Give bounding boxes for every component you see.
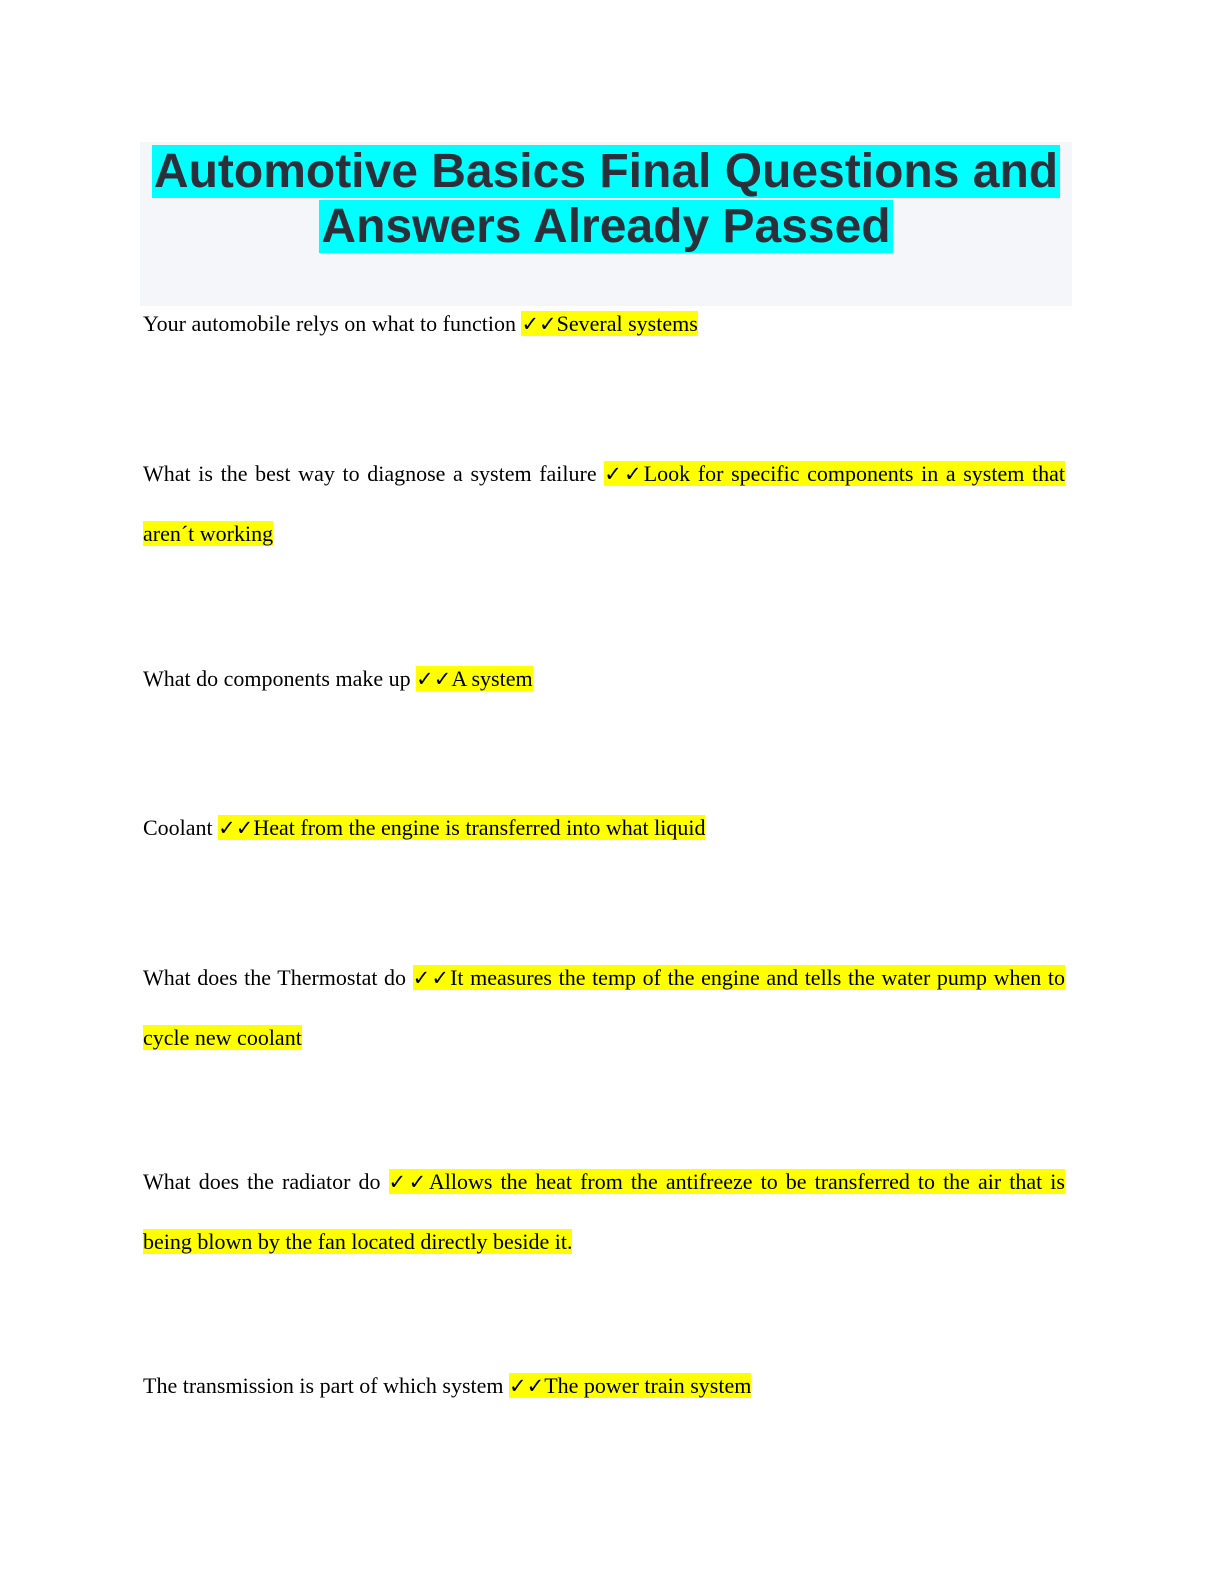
qa-item-7 [143, 1356, 1065, 1416]
answer-text: Allows the heat from the antifreeze to be transferred to the air that is being blown by the fan located directly beside it. [143, 1169, 1065, 1254]
question-text: Coolant [143, 815, 219, 840]
double-check-icon: ✓✓ [604, 462, 644, 486]
answer-text: It measures the temp of the engine and tells the water pump when to cycle new coolant [143, 965, 1065, 1050]
answer-text: Several systems [556, 311, 698, 336]
double-check-icon: ✓✓ [521, 312, 557, 336]
answer-highlight [218, 815, 705, 840]
answer-highlight [509, 1373, 751, 1398]
double-check-icon: ✓✓ [412, 966, 451, 990]
double-check-icon: ✓✓ [509, 1374, 545, 1398]
double-check-icon: ✓✓ [416, 667, 452, 691]
answer-highlight [521, 311, 697, 336]
question-text: What does the Thermostat do [143, 965, 413, 990]
qa-item-6 [143, 1152, 1065, 1271]
double-check-icon: ✓✓ [218, 816, 254, 840]
question-text: What do components make up [143, 666, 417, 691]
qa-item-1 [143, 294, 1065, 354]
title-line-2: Answers Already Passed [321, 200, 891, 253]
question-text: What does the radiator do [143, 1169, 389, 1194]
double-check-icon: ✓✓ [388, 1170, 429, 1194]
answer-text: Heat from the engine is transferred into what liquid [253, 815, 706, 840]
qa-item-2 [143, 444, 1065, 563]
question-text: Your automobile relys on what to function [143, 311, 522, 336]
qa-item-5 [143, 948, 1065, 1067]
answer-text: A system [451, 666, 533, 691]
question-text: The transmission is part of which system [143, 1373, 510, 1398]
qa-item-3 [143, 649, 1065, 709]
answer-text: Look for specific components in a system that aren´t working [143, 461, 1065, 546]
title-line-1: Automotive Basics Final Questions and [153, 145, 1059, 198]
answer-text: The power train system [544, 1373, 752, 1398]
title-box [140, 142, 1072, 306]
question-text: What is the best way to diagnose a system failure [143, 461, 605, 486]
qa-item-4 [143, 798, 1065, 858]
answer-highlight [416, 666, 533, 691]
page-title [140, 142, 1072, 254]
